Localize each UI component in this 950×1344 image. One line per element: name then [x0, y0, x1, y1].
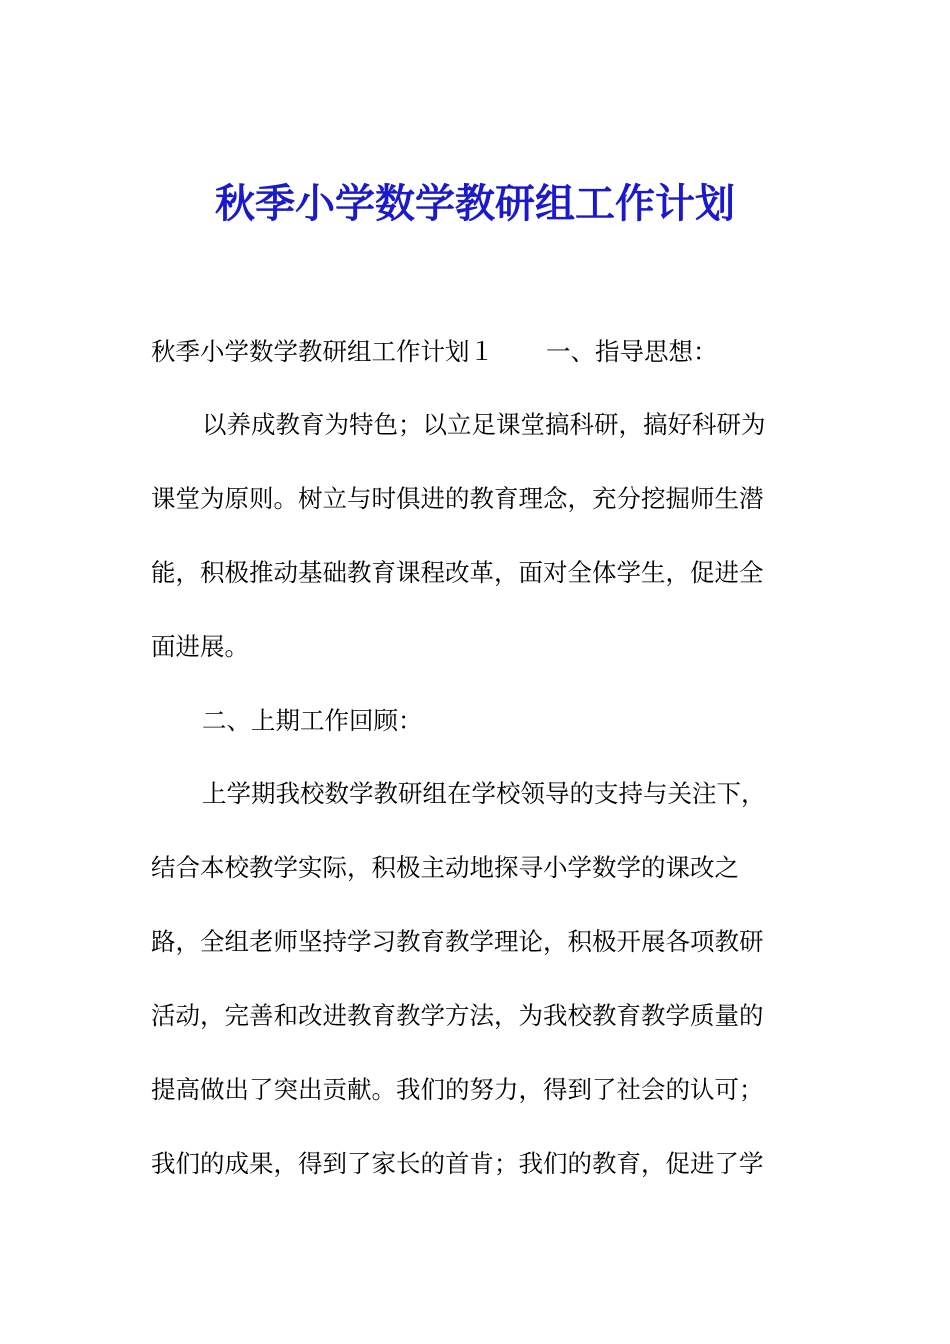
paragraph-line: 活动，完善和改进教育教学方法，为我校教育教学质量的	[151, 1001, 764, 1030]
paragraph-line: 以养成教育为特色；以立足课堂搞科研，搞好科研为	[202, 410, 766, 439]
section-heading: 一、指导思想：	[546, 337, 718, 366]
text-line	[151, 332, 718, 372]
document-title: 秋季小学数学教研组工作计划	[215, 180, 735, 227]
section-heading: 二、上期工作回顾：	[202, 706, 423, 735]
paragraph-line: 结合本校教学实际，积极主动地探寻小学数学的课改之	[151, 853, 739, 882]
paragraph-line: 提高做出了突出贡献。我们的努力，得到了社会的认可；	[151, 1075, 764, 1104]
paragraph-line: 能，积极推动基础教育课程改革，面对全体学生，促进全	[151, 558, 764, 587]
section-heading-prefix: 秋季小学数学教研组工作计划１	[151, 337, 494, 366]
paragraph-line: 我们的成果，得到了家长的首肯；我们的教育，促进了学	[151, 1149, 764, 1178]
paragraph-line: 面进展。	[151, 632, 249, 661]
paragraph-line: 路，全组老师坚持学习教育教学理论，积极开展各项教研	[151, 927, 764, 956]
paragraph-line: 上学期我校数学教研组在学校领导的支持与关注下，	[202, 779, 766, 808]
paragraph-line: 课堂为原则。树立与时俱进的教育理念，充分挖掘师生潜	[151, 484, 764, 513]
